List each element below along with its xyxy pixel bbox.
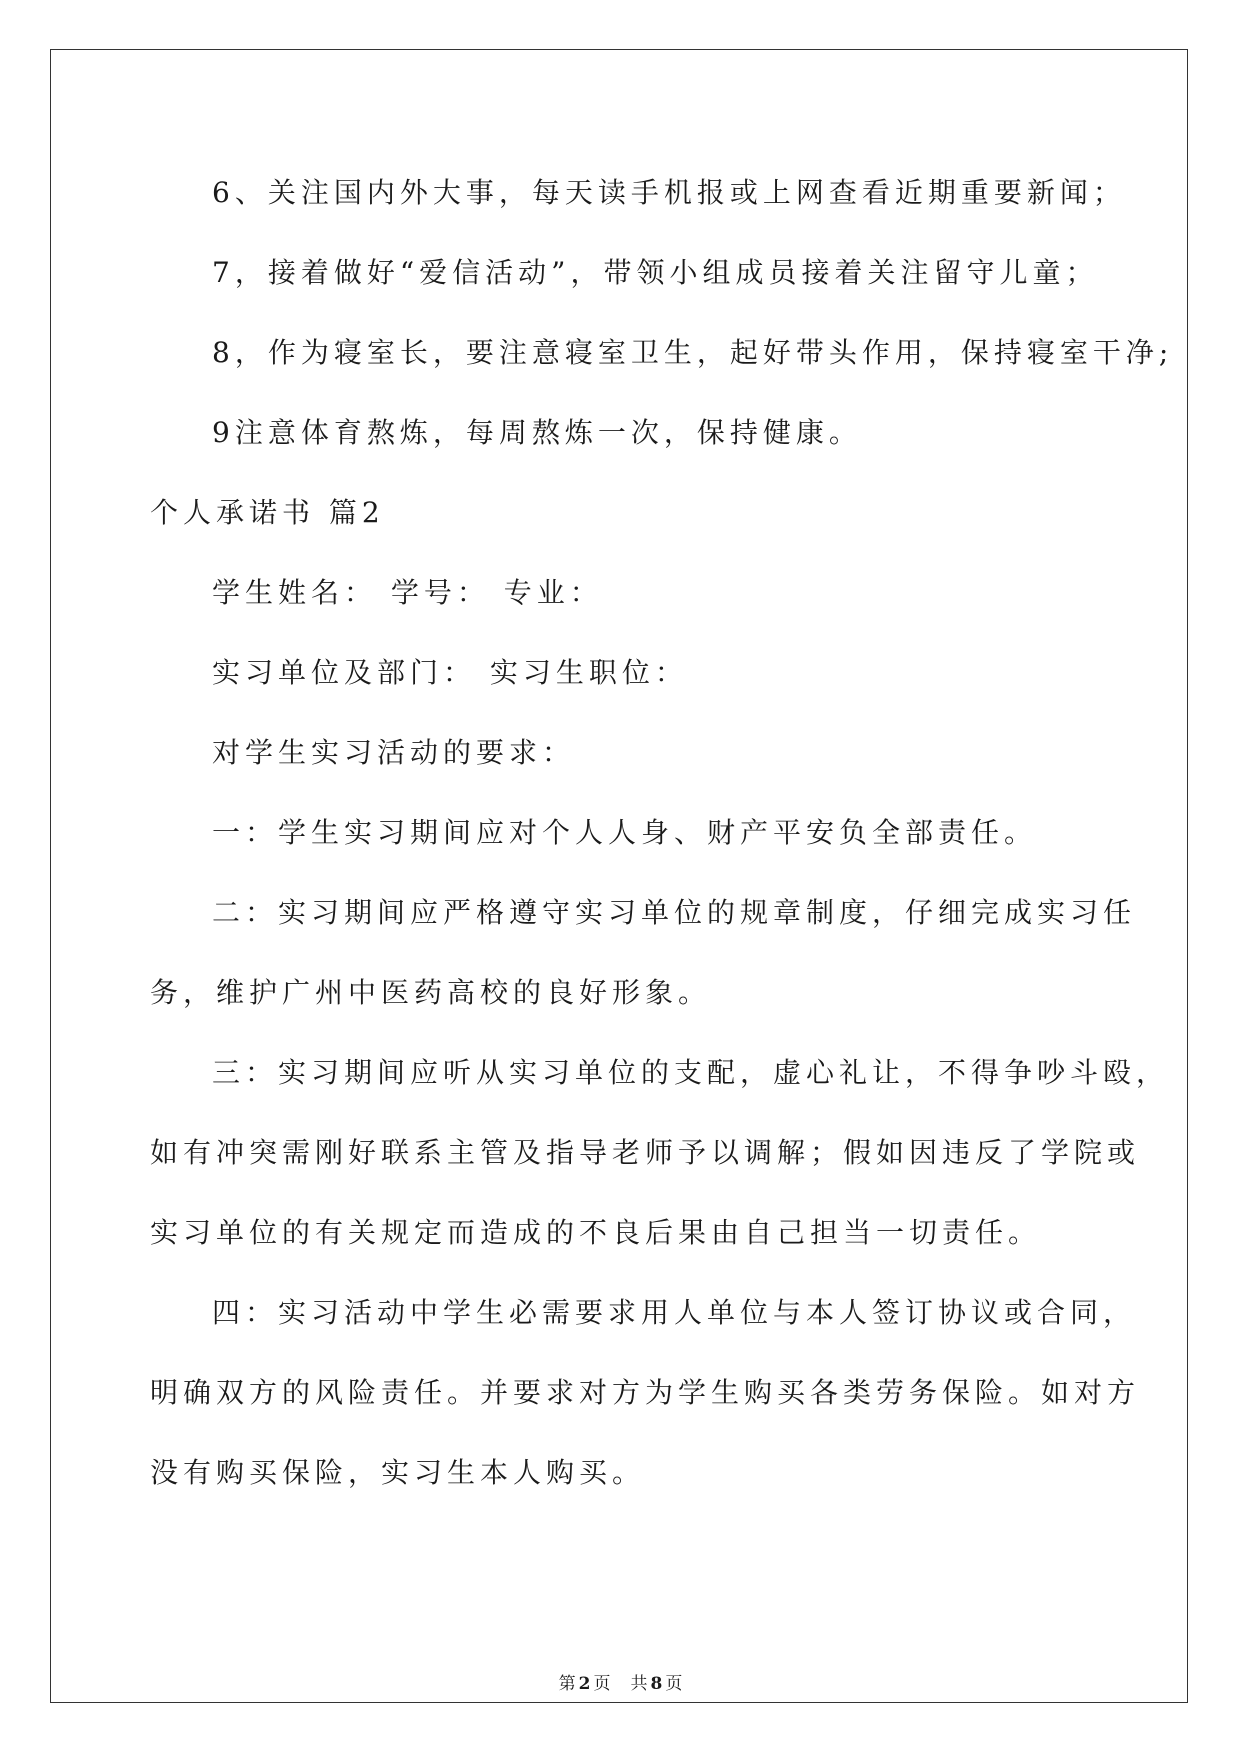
page-unit: 页 bbox=[593, 1674, 611, 1694]
requirement-4-line-2: 明确双方的风险责任。并要求对方为学生购买各类劳务保险。如对方 bbox=[150, 1376, 1141, 1409]
requirement-2-line-2: 务，维护广州中医药高校的良好形象。 bbox=[150, 976, 712, 1009]
requirement-3-line-1: 三：实习期间应听从实习单位的支配，虚心礼让，不得争吵斗殴， bbox=[212, 1056, 1170, 1089]
total-unit: 页 bbox=[665, 1674, 683, 1694]
requirement-4-line-3: 没有购买保险，实习生本人购买。 bbox=[150, 1456, 646, 1489]
requirement-3-line-2: 如有冲突需刚好联系主管及指导老师予以调解；假如因违反了学院或 bbox=[150, 1136, 1141, 1169]
requirement-4-line-1: 四：实习活动中学生必需要求用人单位与本人签订协议或合同， bbox=[212, 1296, 1137, 1329]
requirement-3-line-3: 实习单位的有关规定而造成的不良后果由自己担当一切责任。 bbox=[150, 1216, 1042, 1249]
total-prefix: 共 bbox=[630, 1674, 648, 1694]
page-prefix: 第 bbox=[558, 1674, 576, 1694]
list-item-7: 7，接着做好“爱信活动”，带领小组成员接着关注留守儿童； bbox=[212, 256, 1099, 289]
section-heading: 个人承诺书 篇2 bbox=[150, 496, 385, 529]
page-footer bbox=[0, 1674, 1241, 1694]
student-info-line: 学生姓名： 学号： 专业： bbox=[212, 576, 603, 609]
current-page-number: 2 bbox=[578, 1674, 591, 1694]
list-item-8: 8，作为寝室长，要注意寝室卫生，起好带头作用，保持寝室干净; bbox=[212, 336, 1174, 369]
requirement-1: 一：学生实习期间应对个人人身、财产平安负全部责任。 bbox=[212, 816, 1038, 849]
list-item-6: 6、关注国内外大事，每天读手机报或上网查看近期重要新闻； bbox=[212, 176, 1126, 209]
requirements-heading: 对学生实习活动的要求： bbox=[212, 736, 576, 769]
list-item-9: 9注意体育熬炼，每周熬炼一次，保持健康。 bbox=[212, 416, 862, 449]
requirement-2-line-1: 二：实习期间应严格遵守实习单位的规章制度，仔细完成实习任 bbox=[212, 896, 1137, 929]
total-page-count: 8 bbox=[650, 1674, 663, 1694]
internship-unit-line: 实习单位及部门： 实习生职位： bbox=[212, 656, 688, 689]
page-border bbox=[50, 49, 1188, 1703]
